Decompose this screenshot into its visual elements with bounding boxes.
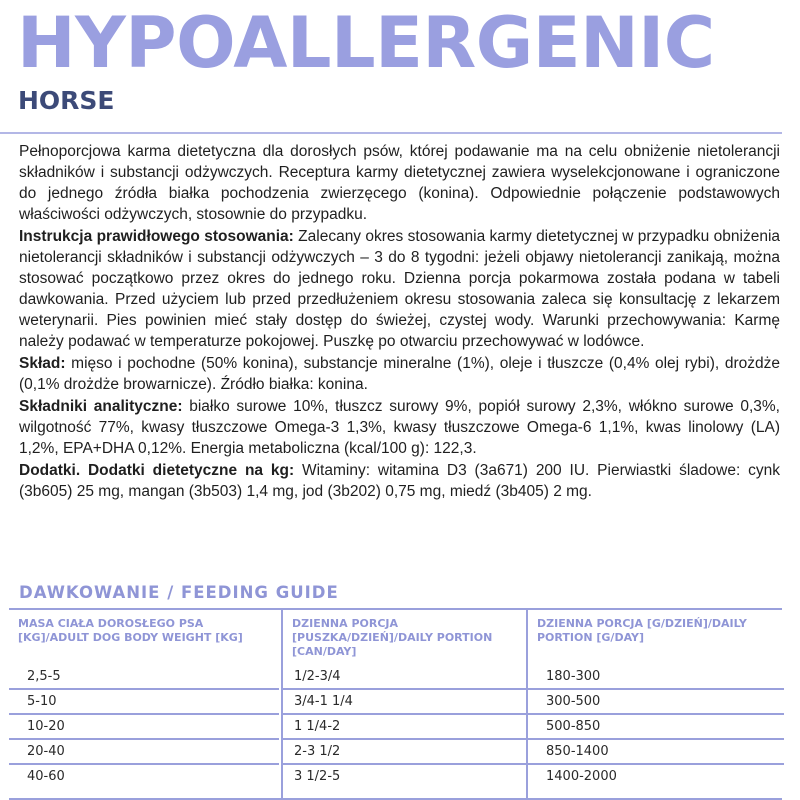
table-row bbox=[283, 765, 526, 788]
table-row bbox=[528, 715, 784, 740]
table-cell: 20-40 bbox=[27, 744, 65, 759]
additives-label: Dodatki. Dodatki dietetyczne na kg: bbox=[19, 462, 295, 479]
table-row bbox=[283, 690, 526, 715]
product-title: HYPOALLERGENIC bbox=[17, 2, 715, 84]
table-row bbox=[528, 690, 784, 715]
weight-column bbox=[9, 610, 279, 798]
can-portion-column bbox=[281, 610, 526, 798]
analytical-paragraph bbox=[19, 396, 780, 459]
table-cell: 1 1/4-2 bbox=[294, 719, 341, 734]
instructions-text: Zalecany okres stosowania karmy dietetycznej w przypadku obniżenia nietolerancji składników i substancji odżywczych – 3 do 8 tygodni: jeżeli objawy nietolerancji zanikają, można stosować początkowo przez okres do jednego roku. Dzienna porcja pokarmowa została podana w tabeli dawkowania. Przed użyciem lub przed przedłużeniem okresu stosowania zaleca się konsultację z lekarzem weterynarii. Pies powinien mieć stały dostęp do świeżej, czystej wody. Warunki przechowywania: Karmę należy podawać w temperaturze pokojowej. Puszkę po otwarciu przechowywać w lodówce. bbox=[19, 228, 781, 350]
column-header: DZIENNA PORCJA [PUSZKA/DZIEŃ]/DAILY PORTION [CAN/DAY] bbox=[292, 617, 493, 658]
table-cell: 3 1/2-5 bbox=[294, 769, 341, 784]
table-row bbox=[283, 715, 526, 740]
feeding-guide-table bbox=[9, 608, 782, 800]
gram-portion-column bbox=[526, 610, 784, 798]
table-row bbox=[283, 740, 526, 765]
product-variant: HORSE bbox=[18, 86, 115, 115]
composition-text: mięso i pochodne (50% konina), substancje mineralne (1%), oleje i tłuszcze (0,4% olej rybi), drożdże (0,1% drożdże browarnicze). Źródło białka: konina. bbox=[19, 355, 780, 393]
table-row bbox=[528, 765, 784, 788]
table-row bbox=[9, 740, 279, 765]
additives-text: Witaminy: witamina D3 (3a671) 200 IU. Pierwiastki śladowe: cynk (3b605) 25 mg, mangan (3b503) 1,4 mg, jod (3b202) 0,75 mg, miedź (3b405) 2 mg. bbox=[19, 462, 780, 500]
table-row bbox=[528, 665, 784, 690]
column-header: DZIENNA PORCJA [G/DZIEŃ]/DAILY PORTION [G/DAY] bbox=[537, 617, 747, 644]
table-cell: 180-300 bbox=[546, 669, 601, 684]
analytical-label: Składniki analityczne: bbox=[19, 398, 183, 415]
instructions-label: Instrukcja prawidłowego stosowania: bbox=[19, 228, 294, 245]
table-row bbox=[9, 690, 279, 715]
product-description bbox=[19, 141, 780, 503]
table-cell: 1400-2000 bbox=[546, 769, 617, 784]
instructions-paragraph bbox=[19, 226, 780, 352]
table-row bbox=[9, 765, 279, 788]
intro-paragraph: Pełnoporcjowa karma dietetyczna dla dorosłych psów, której podawanie ma na celu obniżenie nietolerancji składników i substancji odżywczych. Receptura karmy dietetycznej zawiera wyselekcjonowane i ograniczone do jednego źródła białka pochodzenia zwierzęcego (konina). Odpowiednie połączenie podstawowych właściwości odżywczych, stosownie do przypadku. bbox=[19, 143, 780, 223]
table-row bbox=[9, 665, 279, 690]
table-row bbox=[528, 740, 784, 765]
table-cell: 40-60 bbox=[27, 769, 65, 784]
table-row bbox=[9, 715, 279, 740]
column-header: MASA CIAŁA DOROSŁEGO PSA [KG]/ADULT DOG BODY WEIGHT [KG] bbox=[18, 617, 243, 644]
table-cell: 2,5-5 bbox=[27, 669, 61, 684]
table-cell: 850-1400 bbox=[546, 744, 609, 759]
table-cell: 300-500 bbox=[546, 694, 601, 709]
analytical-text: białko surowe 10%, tłuszcz surowy 9%, popiół surowy 2,3%, włókno surowe 0,3%, wilgotność 77%, kwasy tłuszczowe Omega-3 1,3%, kwasy tłuszczowe Omega-6 1,1%, kwas linolowy (LA) 1,2%, EPA+DHA 0,12%. Energia metaboliczna (kcal/100 g): 122,3. bbox=[19, 398, 780, 457]
header-divider bbox=[0, 132, 782, 134]
table-cell: 1/2-3/4 bbox=[294, 669, 341, 684]
feeding-guide-title: DAWKOWANIE / FEEDING GUIDE bbox=[19, 583, 339, 602]
additives-paragraph bbox=[19, 460, 780, 502]
composition-paragraph bbox=[19, 353, 780, 395]
table-cell: 2-3 1/2 bbox=[294, 744, 341, 759]
table-row bbox=[283, 665, 526, 690]
table-cell: 10-20 bbox=[27, 719, 65, 734]
table-cell: 3/4-1 1/4 bbox=[294, 694, 353, 709]
table-cell: 5-10 bbox=[27, 694, 57, 709]
composition-label: Skład: bbox=[19, 355, 66, 372]
table-cell: 500-850 bbox=[546, 719, 601, 734]
